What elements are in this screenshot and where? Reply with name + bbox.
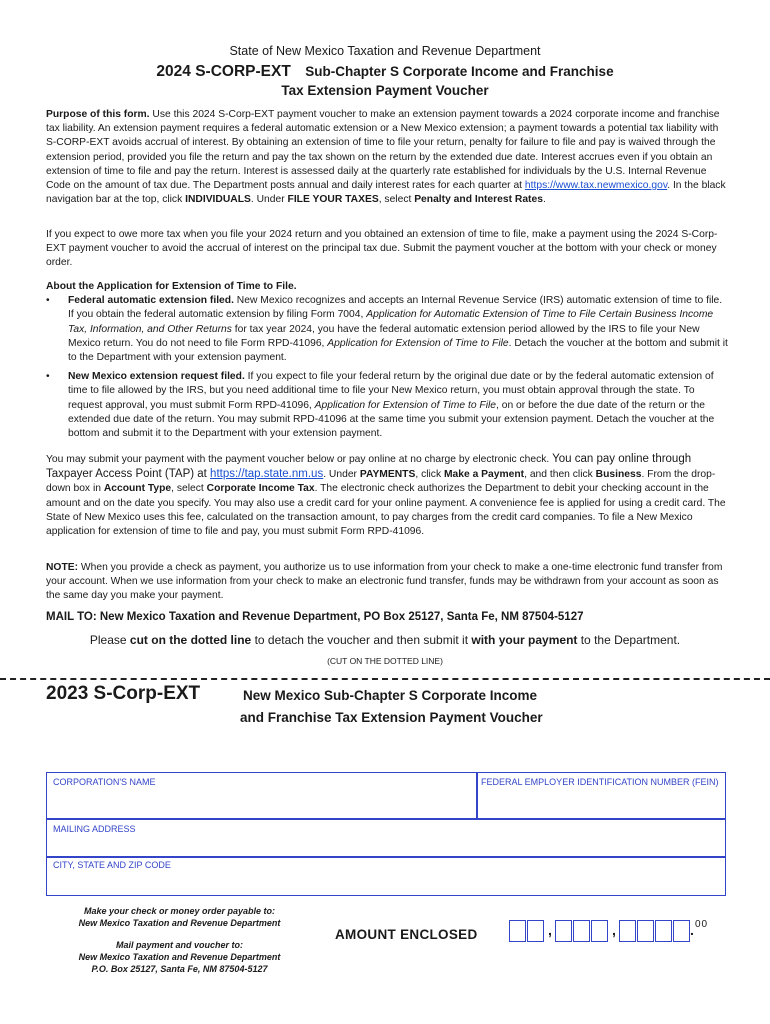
dotted-cut-line (0, 678, 770, 680)
bullet-icon: • (46, 295, 50, 307)
voucher-title-line1: New Mexico Sub-Chapter S Corporate Income (243, 688, 538, 703)
purpose-label: Purpose of this form. (46, 109, 150, 120)
bullet-federal-extension (46, 294, 729, 365)
form-code: 2024 S-CORP-EXT (156, 63, 291, 80)
mail-line1: Mail payment and voucher to: (115, 940, 244, 950)
mailing-address-label: MAILING ADDRESS (53, 824, 136, 834)
amount-cents: 00 (695, 919, 709, 930)
payment-text-2: . Under (323, 469, 360, 481)
note-paragraph (46, 561, 729, 604)
payment-text-6: , select (171, 483, 207, 495)
owe-more-paragraph (46, 228, 729, 271)
mailing-address-field[interactable] (46, 818, 726, 858)
bullet1-text-3: . Detach the voucher at the bottom and submit it to the Department with your extension payment. (68, 337, 728, 364)
note-label: NOTE: (46, 562, 79, 573)
form-title-row (0, 63, 770, 81)
payment-instructions (52, 905, 307, 975)
amount-digit-box[interactable] (619, 920, 636, 942)
bullet1-label: Federal automatic extension filed. (68, 295, 234, 307)
amount-digit-box[interactable] (527, 920, 544, 942)
penalty-interest-label: Penalty and Interest Rates (414, 194, 543, 206)
voucher-title-line2: and Franchise Tax Extension Payment Voucher (240, 710, 543, 725)
city-state-zip-label: CITY, STATE AND ZIP CODE (53, 860, 171, 870)
purpose-paragraph (46, 108, 729, 207)
bullet-icon: • (46, 371, 50, 383)
cut-text-post: to the Department. (577, 633, 681, 647)
purpose-text-1: Use this 2024 S-Corp-EXT payment voucher to make an extension payment towards a 2024 corporate income and franchise tax liability. An extension payment requires a federal automatic extension or a New Mexico extension; a payment towards a potential tax liability with S-CORP-EXT avoids accrual of interest. By obtaining an extension of time to file your return, penalty for failure to file and pay is waived through the extension period, provided you file the return and pay the tax shown on the return by the extended due date. Interest accrues even if you obtain an extension of time to file and pay the return. Interest is assessed daily at the quarterly rate established for individuals by the U.S. Internal Revenue Code on the amount of tax due. The Department posts annual and daily interest rates for each quarter at (46, 109, 720, 192)
bullet2-text-1: If you expect to file your federal return by the original due date or by the federal automatic extension of time to file allowed by the IRS, but you need additional time to file your New Mexico return, you must obtain approval through the state. To request approval, you must submit Form RPD-41096, (68, 371, 714, 411)
purpose-text-4: , select (378, 194, 415, 206)
corporation-name-label: CORPORATION'S NAME (53, 777, 156, 787)
bullet2-label: New Mexico extension request filed. (68, 371, 245, 383)
payment-text-5: . From the drop-down box in (46, 469, 716, 495)
payable-line2: New Mexico Taxation and Revenue Department (78, 918, 281, 928)
payment-text-3: , click (415, 469, 444, 481)
thousands-separator: , (548, 922, 552, 938)
fein-label: FEDERAL EMPLOYER IDENTIFICATION NUMBER (FEIN) (481, 777, 719, 787)
corporate-income-tax-label: Corporate Income Tax (206, 483, 315, 495)
bullet2-text-2: , on or before the due date of the return or the extended due date of the return. You may submit RPD-41096 at the same time you submit your extension payment. Detach the voucher at the bottom and submit it to the Department with your extension payment. (68, 399, 715, 440)
about-heading: About the Application for Extension of Time to File. (46, 281, 297, 292)
decimal-point: . (690, 922, 694, 938)
bullet1-text-2: for tax year 2024, you have the federal automatic extension period allowed by the IRS to file your New Mexico return. You do not need to file Form RPD-41096, (68, 323, 700, 349)
amount-digit-box[interactable] (509, 920, 526, 942)
amount-digit-box[interactable] (591, 920, 608, 942)
mail-line3: P.O. Box 25127, Santa Fe, NM 87504-5127 (91, 964, 268, 974)
payment-text-7: . The electronic check authorizes the Department to debit your checking account in the amount and on the date you specify. You may also use a credit card for your online payment. A convenience fee is applied for using a credit card. The State of New Mexico uses this fee, calculated on the transaction amount, to pay charges from the credit card companies. To file a New Mexico application for extension of time to file and pay, you must submit Form RPD-41096. (46, 483, 726, 538)
mail-line2: New Mexico Taxation and Revenue Department (78, 952, 281, 962)
tap-link[interactable]: https://tap.state.nm.us (210, 468, 324, 481)
note-text: When you provide a check as payment, you authorize us to use information from your check to make a one-time electronic fund transfer from your account. When we use information from your check to make an electronic fund transfer, funds may be withdrawn from your account as soon as the same day you make your payment. (46, 562, 723, 602)
payable-line1: Make your check or money order payable to: (83, 906, 276, 916)
tax-website-link[interactable]: https://www.tax.newmexico.gov (524, 180, 668, 192)
cut-text-bold1: cut on the dotted line (129, 633, 252, 647)
owe-more-text: If you expect to owe more tax when you file your 2024 return and you obtained an extension of time to file, make a payment using the 2024 S-Corp-EXT payment voucher to avoid the accrual of interest on the principal tax due. Submit the payment voucher at the bottom with your check or money order. (46, 229, 718, 269)
purpose-text-5: . (542, 194, 546, 206)
business-label: Business (595, 469, 642, 481)
make-payment-label: Make a Payment (443, 469, 525, 481)
about-section (46, 280, 729, 441)
account-type-label: Account Type (103, 483, 172, 495)
department-name: State of New Mexico Taxation and Revenue Department (229, 44, 541, 58)
amount-digit-box[interactable] (673, 920, 690, 942)
voucher-form-code: 2023 S-Corp-EXT (46, 683, 201, 704)
payment-text-1: You may submit your payment with the payment voucher below or pay online at no charge by electronic check. (46, 454, 553, 465)
form-title-line1: Sub-Chapter S Corporate Income and Franchise (305, 64, 614, 79)
bullet1-text-1: New Mexico recognizes and accepts an Internal Revenue Service (IRS) automatic extension of time to file. If you obtain the federal automatic extension by filing Form 7004, (68, 295, 723, 321)
amount-digit-box[interactable] (555, 920, 572, 942)
bullet2-application-title: Application for Extension of Time to File (314, 399, 497, 411)
payment-text-4: , and then click (524, 469, 596, 481)
payment-text-online: You can pay online through Taxpayer Access Point (TAP) at (46, 453, 692, 481)
cut-note: (CUT ON THE DOTTED LINE) (327, 656, 443, 666)
amount-digit-box[interactable] (573, 920, 590, 942)
thousands-separator: , (612, 922, 616, 938)
amount-digit-box[interactable] (637, 920, 654, 942)
cut-instruction (0, 633, 770, 647)
purpose-text-2: . In the black navigation bar at the top, click (46, 180, 726, 206)
amount-enclosed-label: AMOUNT ENCLOSED (335, 927, 478, 942)
payment-paragraph (46, 452, 729, 539)
cut-text-bold2: with your payment (471, 633, 578, 647)
bullet1-form-title: Application for Automatic Extension of Time to File Certain Business Income Tax, Information, and Other Returns (68, 309, 714, 335)
file-taxes-label: FILE YOUR TAXES (287, 194, 379, 206)
cut-text-mid: to detach the voucher and then submit it (251, 633, 472, 647)
purpose-text-3: . Under (250, 194, 288, 206)
bullet1-application-title: Application for Extension of Time to File (327, 337, 509, 349)
amount-digit-box[interactable] (655, 920, 672, 942)
mail-to-address: MAIL TO: New Mexico Taxation and Revenue Department, PO Box 25127, Santa Fe, NM 87504-5127 (46, 611, 584, 623)
bullet-nm-extension (46, 370, 729, 441)
individuals-label: INDIVIDUALS (185, 194, 251, 206)
form-title-line2: Tax Extension Payment Voucher (281, 83, 489, 98)
cut-text-pre: Please (89, 633, 130, 647)
payments-label: PAYMENTS (359, 469, 416, 481)
